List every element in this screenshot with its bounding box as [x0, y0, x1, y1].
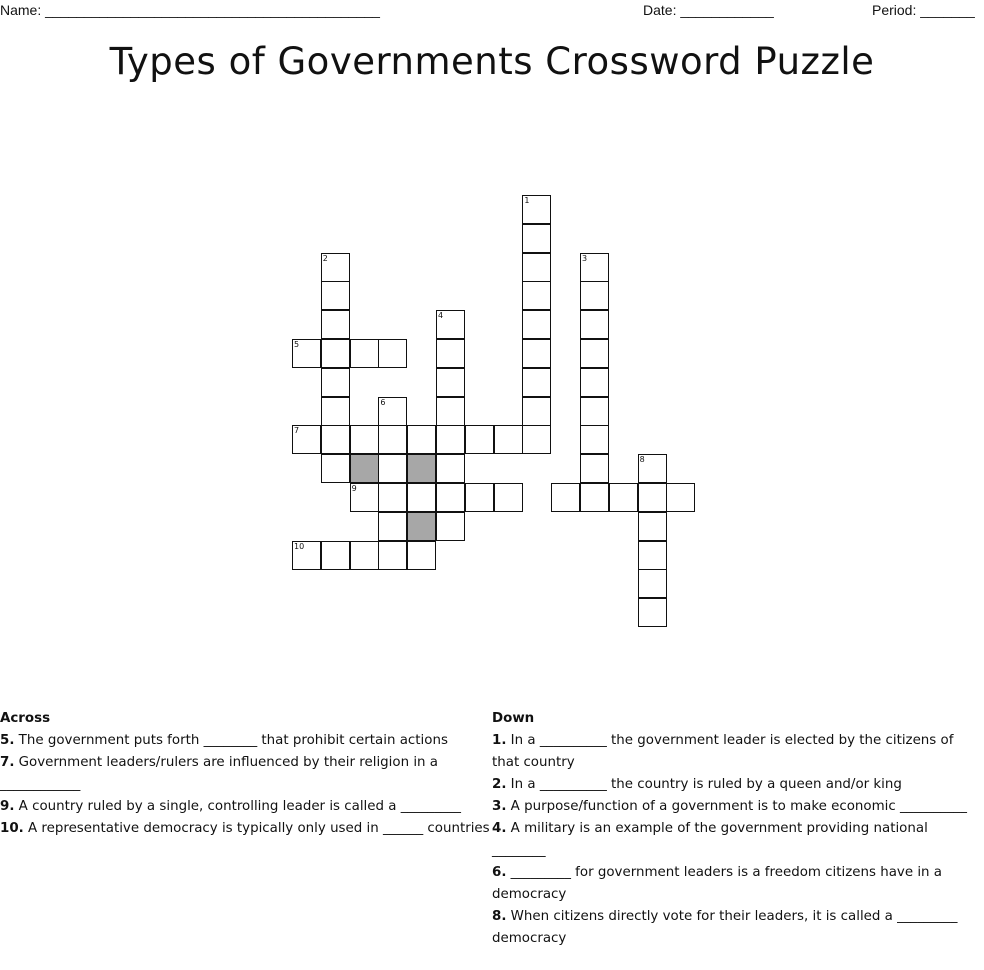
grid-cell: [666, 483, 695, 512]
clue-number-label: 3: [582, 253, 588, 263]
name-field-label: Name: ___________________________________________: [0, 2, 380, 18]
grid-cell: [580, 425, 609, 454]
clue-number: 7.: [0, 755, 15, 770]
clue-number: 3.: [492, 799, 507, 814]
clue-number-label: 9: [351, 484, 357, 493]
grid-cell: [436, 397, 465, 426]
clue-text: In a __________ the country is ruled by a queen and/or king: [506, 777, 902, 792]
grid-cell: [321, 397, 350, 426]
grid-cell: [436, 425, 465, 454]
grid-cell: [465, 425, 494, 454]
grid-cell: [638, 483, 667, 512]
date-field-label: Date: ____________: [643, 2, 774, 18]
grid-cell: [609, 483, 638, 512]
grid-cell: [436, 483, 465, 512]
across-clues: [0, 708, 490, 840]
grid-cell: [378, 483, 407, 512]
down-heading: Down: [492, 711, 535, 726]
clue-number-label: 7: [294, 426, 300, 436]
clue-number-label: 2: [322, 253, 328, 263]
grid-cell: [638, 512, 667, 541]
shaded-cell: [407, 454, 436, 483]
clue-number-label: 4: [438, 311, 444, 321]
grid-cell: [321, 454, 350, 483]
clue-number: 2.: [492, 777, 507, 792]
shaded-cell: [407, 512, 436, 541]
down-clues: [492, 708, 982, 950]
across-clue: [0, 818, 490, 840]
grid-cell: [436, 512, 465, 541]
across-clue: [0, 730, 490, 752]
clue-number-label: 1: [524, 196, 530, 205]
grid-cell: [638, 541, 667, 570]
grid-cell: [350, 541, 379, 570]
clue-text: Government leaders/rulers are influenced by their religion in a ____________: [0, 755, 438, 792]
across-clue: [0, 752, 490, 796]
grid-cell: [407, 425, 436, 454]
across-clue: [0, 796, 490, 818]
grid-cell: [580, 397, 609, 426]
clue-number: 4.: [492, 821, 507, 836]
grid-cell: [522, 281, 551, 310]
grid-cell: [321, 339, 350, 368]
down-clue-list: [492, 730, 982, 950]
grid-cell: [522, 253, 551, 282]
period-field-label: Period: _______: [872, 2, 975, 18]
grid-cell: [321, 281, 350, 310]
clue-number: 9.: [0, 799, 15, 814]
clue-number-label: 5: [294, 340, 300, 349]
grid-cell: [436, 368, 465, 397]
grid-cell: [321, 541, 350, 570]
clue-text: A purpose/function of a government is to make economic __________: [506, 799, 967, 814]
grid-cell: [580, 281, 609, 310]
grid-cell: [378, 454, 407, 483]
grid-cell: [522, 425, 551, 454]
grid-cell: [494, 483, 523, 512]
clue-text: The government puts forth ________ that prohibit certain actions: [14, 733, 448, 748]
grid-cell: [580, 339, 609, 368]
grid-cell: [321, 425, 350, 454]
grid-cell: [638, 598, 667, 627]
grid-cell: [350, 339, 379, 368]
clue-number-label: 6: [380, 397, 386, 407]
grid-cell: [580, 310, 609, 339]
across-clue-list: [0, 730, 490, 840]
down-clue: [492, 774, 982, 796]
grid-cell: [522, 397, 551, 426]
grid-cell: [465, 483, 494, 512]
down-clue: [492, 730, 982, 774]
grid-cell: [638, 569, 667, 598]
clue-number: 10.: [0, 821, 24, 836]
grid-cell: [494, 425, 523, 454]
page-title: Types of Governments Crossword Puzzle: [109, 40, 875, 83]
clue-number-label: 10: [294, 541, 305, 551]
grid-cell: [321, 310, 350, 339]
down-clue: [492, 862, 982, 906]
grid-cell: [378, 339, 407, 368]
grid-cell: [378, 512, 407, 541]
clue-text: _________ for government leaders is a freedom citizens have in a democracy: [492, 865, 943, 902]
grid-cell: [378, 425, 407, 454]
clue-text: A country ruled by a single, controlling leader is called a _________: [14, 799, 461, 814]
shaded-cell: [350, 454, 379, 483]
clue-number: 1.: [492, 733, 507, 748]
grid-cell: [378, 541, 407, 570]
clue-number-label: 8: [639, 455, 645, 465]
grid-cell: [522, 310, 551, 339]
clue-number: 6.: [492, 865, 507, 880]
grid-cell: [407, 541, 436, 570]
down-clue: [492, 796, 982, 818]
grid-cell: [551, 483, 580, 512]
down-clue: [492, 906, 982, 950]
grid-cell: [436, 339, 465, 368]
grid-cell: [350, 425, 379, 454]
clue-text: A military is an example of the government providing national ________: [492, 821, 928, 858]
grid-cell: [580, 454, 609, 483]
grid-cell: [321, 368, 350, 397]
grid-cell: [580, 483, 609, 512]
clue-text: When citizens directly vote for their leaders, it is called a _________ democracy: [492, 909, 958, 946]
grid-cell: [436, 454, 465, 483]
clue-text: A representative democracy is typically only used in ______ countries: [23, 821, 490, 836]
grid-cell: [580, 368, 609, 397]
down-clue: [492, 818, 982, 862]
grid-cell: [522, 339, 551, 368]
grid-cell: [522, 368, 551, 397]
grid-cell: [407, 483, 436, 512]
clue-text: In a __________ the government leader is elected by the citizens of that country: [492, 733, 954, 770]
across-heading: Across: [0, 711, 51, 726]
clue-number: 5.: [0, 733, 15, 748]
grid-cell: [522, 224, 551, 253]
clue-number: 8.: [492, 909, 507, 924]
